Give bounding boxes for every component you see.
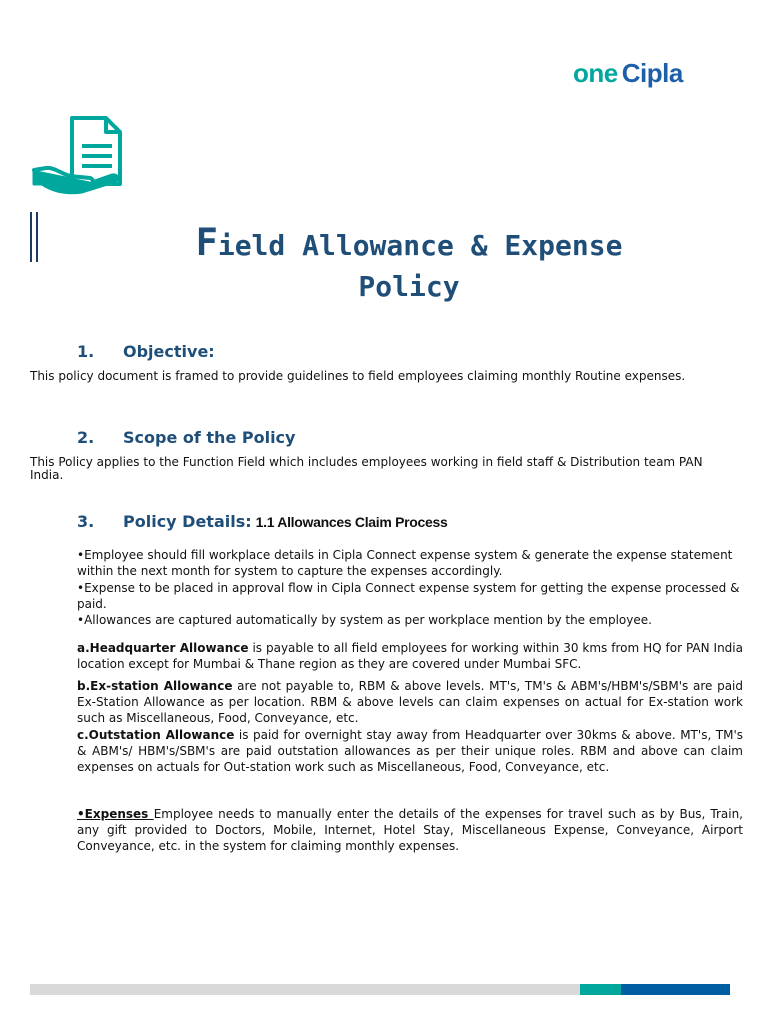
onecipla-logo [573,58,683,89]
page-title [0,222,768,307]
policy-details-heading: 3. Policy Details: 1.1 Allowances Claim Process [77,512,448,531]
footer-color-bar [30,984,730,995]
objective-text: This policy document is framed to provide guidelines to field employees claiming monthly Routine expenses. [30,369,686,383]
title-line1: ield Allowance & Expense [217,229,623,262]
scope-heading: 2. Scope of the Policy [77,428,296,447]
exstation-allowance: b.Ex-station Allowance are not payable to, RBM & above levels. MT's, TM's & ABM's/HBM's/SBM's are paid Ex-Station Allowance as per location. RBM & above levels can claim expenses on actual for Ex-station work such as Miscellaneous, Food, Conveyance, etc. [77,679,744,725]
title-line2: Policy [358,270,460,303]
hq-allowance: a.Headquarter Allowance is payable to all field employees for working within 30 kms from HQ for PAN India location except for Mumbai & Thane region as they are covered under Mumbai SFC. [77,641,743,671]
logo-cipla-text: Cipla [621,58,683,88]
document-in-hand-icon [32,112,124,196]
title-first-letter: F [195,221,218,264]
allowances-claim-subheading: 1.1 Allowances Claim Process [255,514,448,530]
objective-heading: 1. Objective: [77,342,215,361]
bullet-3: •Allowances are captured automatically by system as per workplace mention by the employee. [77,613,652,627]
expenses-paragraph: •Expenses Employee needs to manually enter the details of the expenses for travel such as by Bus, Train, any gift provided to Doctors, Mobile, Internet, Hotel Stay, Miscellaneous Expense, Conveyance, Airport Conveyance, etc. in the system for claiming monthly expenses. [77,807,743,853]
outstation-allowance: c.Outstation Allowance is paid for overnight stay away from Headquarter over 30kms & above. MT's, TM's & ABM's/ HBM's/SBM's are paid outstation allowances as per their unique roles. RBM and above can claim expenses on actuals for Out-station work such as Miscellaneous, Food, Conveyance, etc. [77,728,743,774]
scope-text: This Policy applies to the Function Field which includes employees working in field staff & Distribution team PAN India. [30,455,703,482]
logo-one-text: one [573,58,618,88]
bullet-1: •Employee should fill workplace details in Cipla Connect expense system & generate the expense statement within the next month for system to capture the expenses accordingly. [77,548,733,578]
bullet-2: •Expense to be placed in approval flow in Cipla Connect expense system for getting the expense processed & paid. [77,581,740,611]
